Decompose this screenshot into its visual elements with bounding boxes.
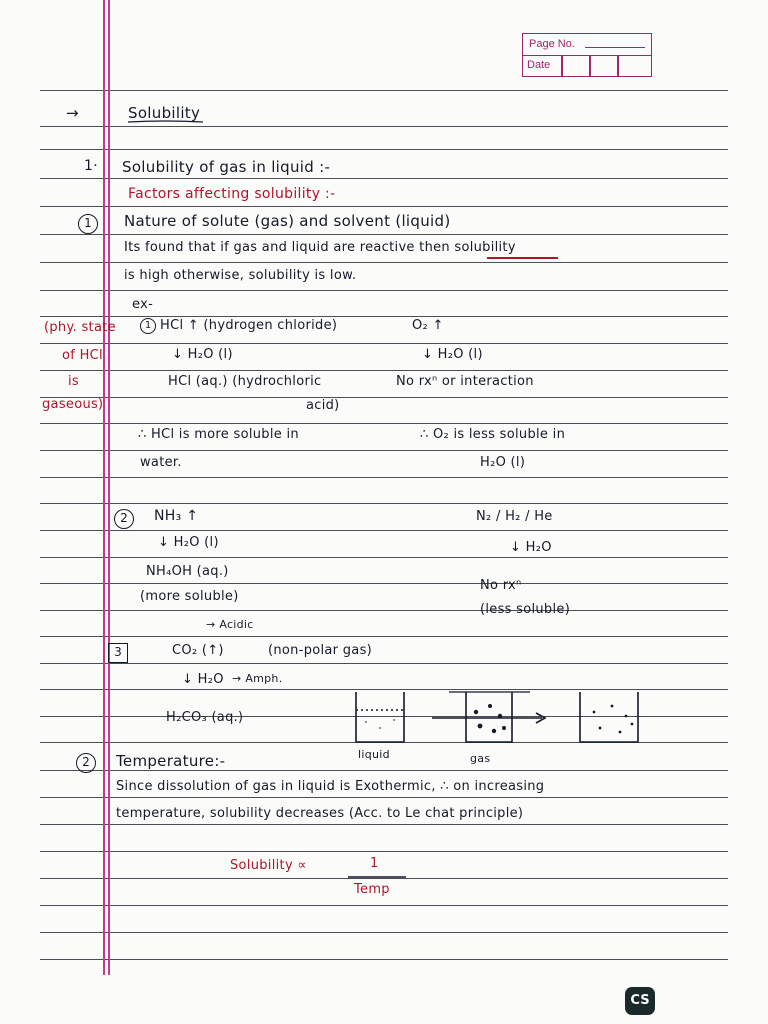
ex2-right-note: (less soluble) [480, 602, 571, 617]
ex2-left-arrow: ↓ H₂O (l) [158, 535, 219, 550]
ex1-left-reactant: HCl ↑ (hydrogen chloride) [160, 318, 338, 333]
ex1-left-product-cont: acid) [306, 398, 340, 413]
page-title: Solubility [128, 104, 201, 122]
factor1-title: Nature of solute (gas) and solvent (liquid) [124, 212, 451, 230]
ex3-reactant: CO₂ (↑) [172, 643, 224, 658]
section-heading: Solubility of gas in liquid :- [122, 158, 331, 176]
factor2-title: Temperature:- [116, 752, 226, 770]
date-label: Date [527, 59, 551, 71]
diagram-label-liquid: liquid [358, 748, 390, 761]
factor2-line2: temperature, solubility decreases (Acc. to Le chat principle) [116, 806, 524, 821]
relation-numerator: 1 [370, 856, 379, 871]
ex2-right-arrow: ↓ H₂O [510, 540, 552, 555]
ex1-right-arrow: ↓ H₂O (l) [422, 347, 483, 362]
ex1-right-reactant: O₂ ↑ [412, 318, 444, 333]
ex1-left-arrow: ↓ H₂O (l) [172, 347, 233, 362]
margin-note-line: gaseous) [42, 397, 104, 412]
factor1-line2: is high otherwise, solubility is low. [124, 268, 357, 283]
ex1-left-conclusion: ∴ HCl is more soluble in [138, 427, 299, 442]
ex1-right-conclusion: ∴ O₂ is less soluble in [420, 427, 566, 442]
example-marker: 2 [114, 509, 134, 529]
margin-note-line: is [68, 374, 79, 389]
section-number: 1· [84, 158, 98, 174]
factors-heading: Factors affecting solubility :- [128, 186, 336, 202]
ex3-product: H₂CO₃ (aq.) [166, 710, 244, 725]
relation-left: Solubility ∝ [230, 858, 307, 873]
ex2-left-reactant: NH₃ ↑ [154, 508, 199, 524]
beaker-diagram [356, 692, 638, 742]
page-no-label: Page No. [529, 38, 575, 50]
margin-note-line: of HCl [62, 348, 103, 363]
ex3-acidic-annotation: → Acidic [206, 618, 254, 631]
relation-denominator: Temp [354, 882, 390, 897]
camscanner-watermark-logo: CS [625, 987, 655, 1015]
ex1-left-conclusion-cont: water. [140, 455, 182, 470]
diagram-label-gas: gas [470, 752, 491, 765]
ex1-left-product: HCl (aq.) (hydrochloric [168, 374, 322, 389]
ex2-left-note: (more soluble) [140, 589, 239, 604]
factor1-line1: Its found that if gas and liquid are reactive then solubility [124, 240, 516, 255]
ex1-right-conclusion-cont: H₂O (l) [480, 455, 526, 470]
factor-marker: 2 [76, 753, 96, 773]
margin-note-line: (phy. state [44, 320, 116, 335]
ex3-amph: → Amph. [232, 672, 283, 685]
example-marker: 3 [108, 643, 128, 663]
ex1-right-product: No rxⁿ or interaction [396, 374, 534, 389]
ex2-right-product: No rxⁿ [480, 578, 522, 593]
example-marker: 1 [140, 318, 156, 334]
title-arrow: → [66, 104, 79, 122]
ex3-note: (non-polar gas) [268, 643, 373, 658]
ex2-left-product: NH₄OH (aq.) [146, 564, 229, 579]
ex3-arrow: ↓ H₂O [182, 672, 224, 687]
ex2-right-reactant: N₂ / H₂ / He [476, 509, 553, 524]
factor-marker: 1 [78, 214, 98, 234]
example-label: ex- [132, 297, 154, 312]
factor2-line1: Since dissolution of gas in liquid is Exothermic, ∴ on increasing [116, 779, 545, 794]
